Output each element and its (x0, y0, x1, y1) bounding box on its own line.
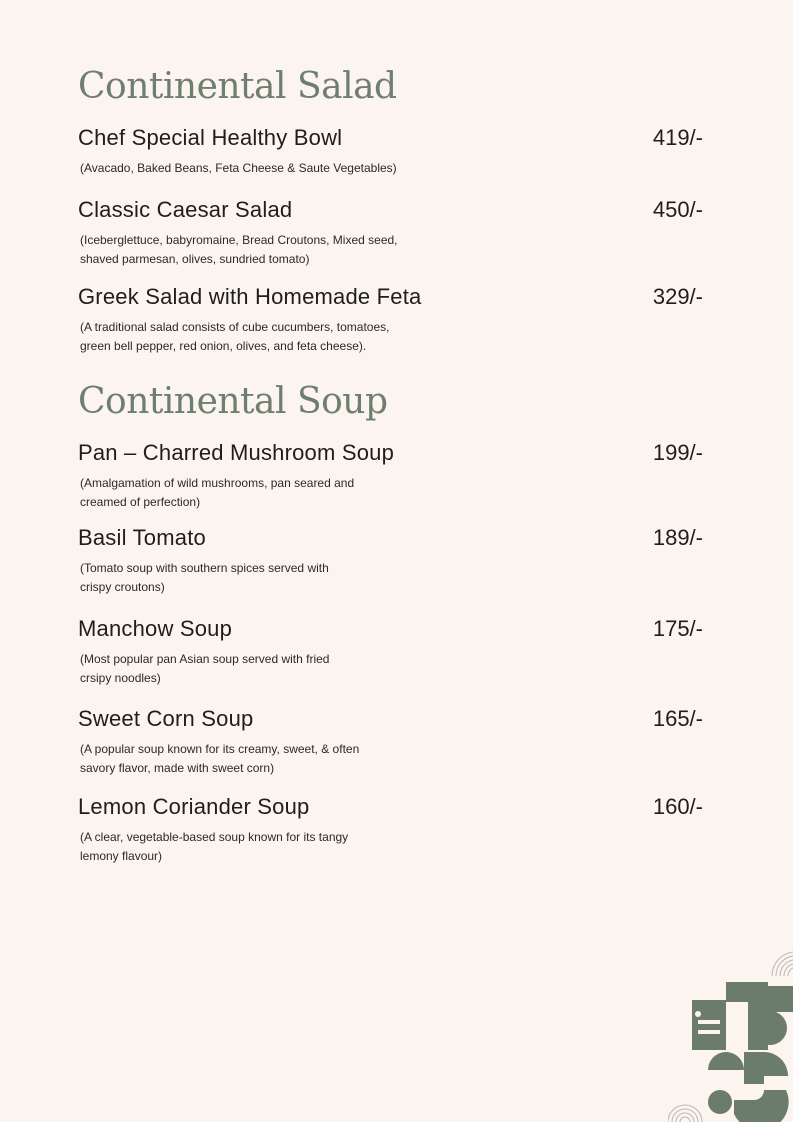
item-price: 160/- (652, 794, 703, 819)
menu-item (78, 794, 703, 866)
item-description: (Amalgamation of wild mushrooms, pan seared and creamed of perfection) (80, 476, 355, 509)
section-title-salad: Continental Salad (78, 66, 397, 107)
section-title-soup: Continental Soup (78, 381, 388, 422)
menu-item (78, 616, 703, 688)
item-name: Pan – Charred Mushroom Soup (78, 440, 395, 465)
item-description: (A clear, vegetable-based soup known for its tangy lemony flavour) (80, 830, 349, 863)
menu-item (78, 706, 703, 778)
item-name: Chef Special Healthy Bowl (78, 125, 343, 150)
item-description: (A traditional salad consists of cube cucumbers, tomatoes, green bell pepper, red onion, olives, and feta cheese). (80, 320, 390, 353)
item-name: Sweet Corn Soup (78, 706, 254, 731)
item-name: Greek Salad with Homemade Feta (78, 284, 422, 309)
item-name: Lemon Coriander Soup (78, 794, 310, 819)
decorative-geometric-pattern (668, 940, 793, 1122)
menu-item (78, 284, 703, 356)
item-description: (Tomato soup with southern spices served with crispy croutons) (80, 561, 329, 594)
item-name: Basil Tomato (78, 525, 206, 550)
item-price: 450/- (652, 197, 703, 222)
menu-item (78, 125, 703, 178)
item-price: 199/- (652, 440, 703, 465)
menu-item (78, 525, 703, 597)
menu-item (78, 197, 703, 269)
item-price: 419/- (652, 125, 703, 150)
item-price: 175/- (652, 616, 703, 641)
item-name: Manchow Soup (78, 616, 233, 641)
item-price: 165/- (652, 706, 703, 731)
item-description: (Avacado, Baked Beans, Feta Cheese & Saute Vegetables) (80, 161, 397, 175)
menu-item (78, 440, 703, 512)
item-description: (Most popular pan Asian soup served with fried crsipy noodles) (80, 652, 330, 685)
item-price: 329/- (652, 284, 703, 309)
item-description: (A popular soup known for its creamy, sweet, & often savory flavor, made with sweet corn) (80, 742, 360, 775)
item-price: 189/- (652, 525, 703, 550)
item-name: Classic Caesar Salad (78, 197, 293, 222)
item-description: (Iceberglettuce, babyromaine, Bread Croutons, Mixed seed, shaved parmesan, olives, sundried tomato) (80, 233, 398, 266)
